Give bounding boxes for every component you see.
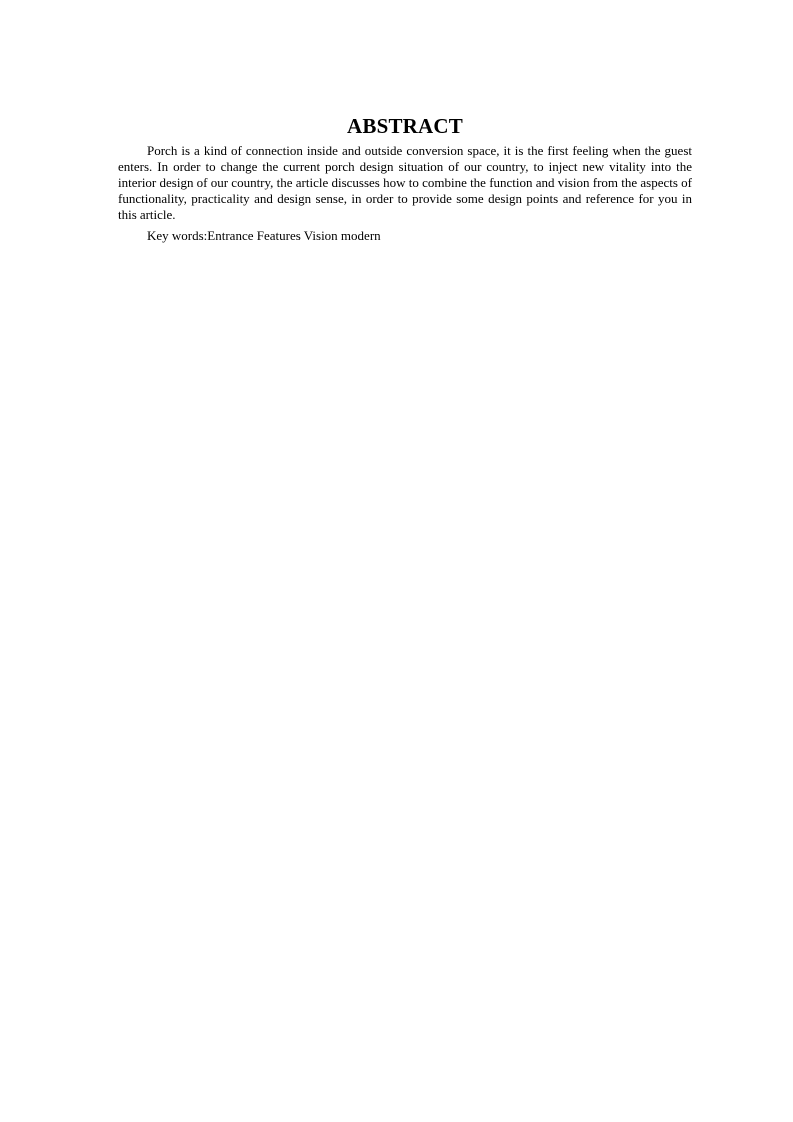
abstract-keywords: Key words:Entrance Features Vision modern <box>147 228 381 243</box>
abstract-section <box>118 112 692 244</box>
abstract-title: ABSTRACT <box>347 114 463 138</box>
abstract-body: Porch is a kind of connection inside and outside conversion space, it is the first feeling when the guest enters. In order to change the current porch design situation of our country, to inject new vitality into the interior design of our country, the article discusses how to combine the function and vision from the aspects of functionality, practicality and design sense, in order to provide some design points and reference for you in this article. <box>118 143 692 222</box>
